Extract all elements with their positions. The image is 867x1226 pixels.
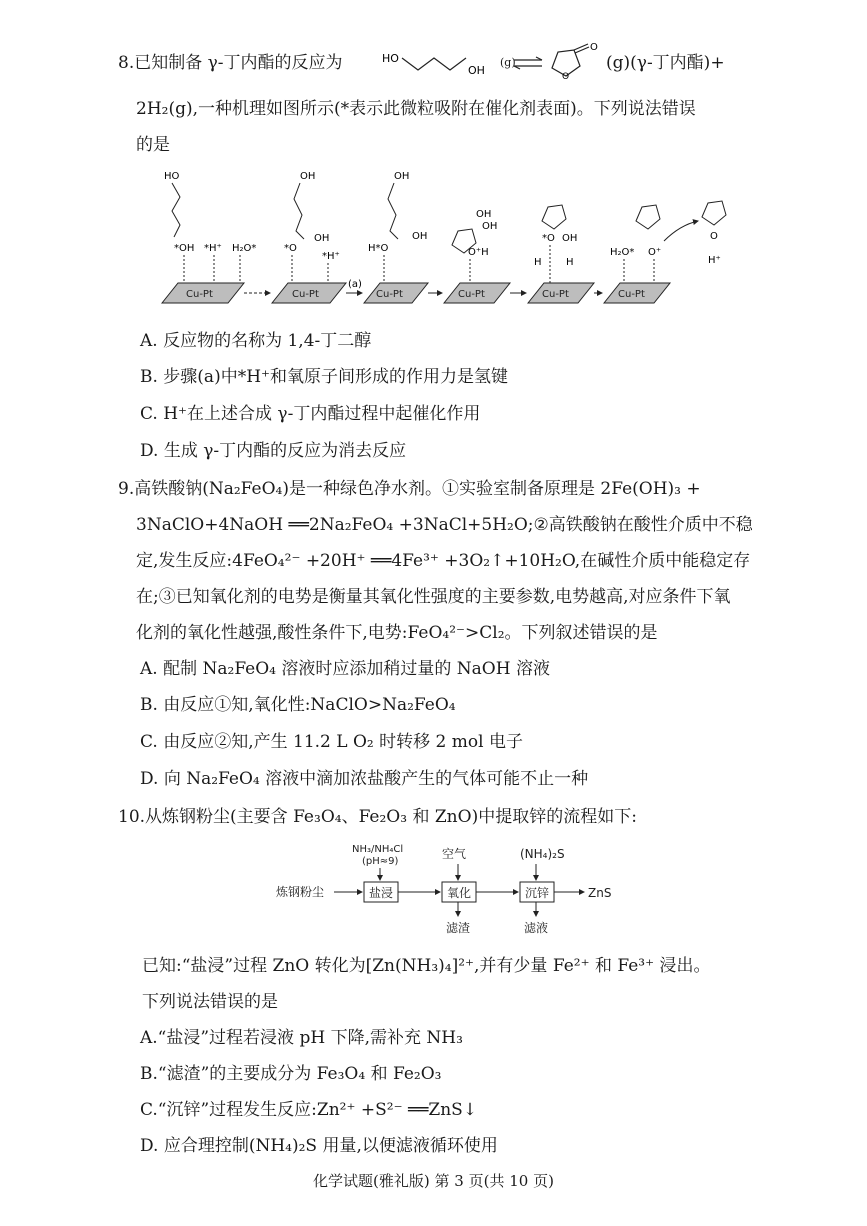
svg-text:OH: OH bbox=[314, 233, 330, 244]
svg-text:OH: OH bbox=[562, 233, 578, 244]
svg-text:OH: OH bbox=[412, 231, 428, 242]
q10-option-d: D. 应合理控制(NH₄)₂S 用量,以便滤液循环使用 bbox=[140, 1136, 498, 1156]
q10-ask: 下列说法错误的是 bbox=[142, 992, 278, 1012]
svg-text:H*O: H*O bbox=[368, 243, 389, 254]
svg-text:*O: *O bbox=[284, 243, 297, 254]
q9-stem-line5: 化剂的氧化性越强,酸性条件下,电势:FeO₄²⁻>Cl₂。下列叙述错误的是 bbox=[136, 623, 658, 643]
q9-stem-line1: 9.高铁酸钠(Na₂FeO₄)是一种绿色净水剂。①实验室制备原理是 2Fe(OH)₃ + bbox=[118, 479, 701, 499]
svg-text:HO: HO bbox=[164, 171, 180, 182]
svg-text:OH: OH bbox=[482, 221, 498, 232]
svg-text:O: O bbox=[562, 72, 570, 80]
mechanism-diagram bbox=[150, 165, 750, 315]
box1-label: 盐浸 bbox=[369, 886, 394, 900]
waste1-label: 滤渣 bbox=[446, 921, 471, 935]
q8-stem-tail: (g)(γ-丁内酯)+ bbox=[606, 53, 725, 73]
q8-option-a: A. 反应物的名称为 1,4-丁二醇 bbox=[140, 331, 372, 351]
svg-text:OH: OH bbox=[394, 171, 410, 182]
catalyst-label: Cu-Pt bbox=[458, 289, 485, 300]
catalyst-label: Cu-Pt bbox=[618, 289, 645, 300]
q9-option-c: C. 由反应②知,产生 11.2 L O₂ 时转移 2 mol 电子 bbox=[140, 732, 523, 752]
svg-text:O: O bbox=[710, 231, 718, 242]
svg-text:*H⁺: *H⁺ bbox=[204, 243, 222, 254]
reagent-nh4s: (NH₄)₂S bbox=[520, 847, 565, 861]
catalyst-label: Cu-Pt bbox=[186, 289, 213, 300]
gas-state-label: (g) bbox=[500, 56, 516, 69]
catalyst-label: Cu-Pt bbox=[542, 289, 569, 300]
process-flow-diagram bbox=[276, 840, 636, 940]
svg-text:*O: *O bbox=[542, 233, 555, 244]
q8-stem-line3: 的是 bbox=[136, 135, 170, 155]
q8-option-c: C. H⁺在上述合成 γ-丁内酯过程中起催化作用 bbox=[140, 404, 481, 424]
input-label: 炼钢粉尘 bbox=[276, 885, 325, 899]
waste2-label: 滤液 bbox=[524, 921, 549, 935]
svg-text:H: H bbox=[566, 257, 574, 268]
equilibrium-arrow-icon bbox=[512, 56, 544, 70]
q8-stem-text: 8.已知制备 γ-丁内酯的反应为 bbox=[118, 53, 343, 73]
q10-option-c: C.“沉锌”过程发生反应:Zn²⁺ +S²⁻ ══ZnS↓ bbox=[140, 1100, 478, 1120]
reagent-nh3: NH₃/NH₄Cl bbox=[352, 844, 404, 855]
svg-text:O: O bbox=[590, 42, 598, 53]
step-a-label: (a) bbox=[348, 279, 362, 290]
svg-text:OH: OH bbox=[476, 209, 492, 220]
q10-known: 已知:“盐浸”过程 ZnO 转化为[Zn(NH₃)₄]²⁺,并有少量 Fe²⁺ 和 Fe³⁺ 浸出。 bbox=[142, 956, 711, 976]
reagent-ph: (pH≈9) bbox=[362, 856, 399, 867]
svg-text:H₂O*: H₂O* bbox=[232, 243, 257, 254]
svg-text:*OH: *OH bbox=[174, 243, 195, 254]
svg-text:O⁺: O⁺ bbox=[648, 247, 662, 258]
catalyst-plates bbox=[162, 283, 670, 303]
box3-label: 沉锌 bbox=[525, 886, 550, 900]
catalyst-label: Cu-Pt bbox=[376, 289, 403, 300]
q8-stem-line2: 2H₂(g),一种机理如图所示(*表示此微粒吸附在催化剂表面)。下列说法错误 bbox=[136, 99, 696, 119]
q10-option-b: B.“滤渣”的主要成分为 Fe₃O₄ 和 Fe₂O₃ bbox=[140, 1064, 442, 1084]
q8-option-d: D. 生成 γ-丁内酯的反应为消去反应 bbox=[140, 441, 407, 461]
butanediol-structure bbox=[382, 42, 502, 76]
svg-text:OH: OH bbox=[300, 171, 316, 182]
catalyst-label: Cu-Pt bbox=[292, 289, 319, 300]
q9-stem-line4: 在;③已知氧化剂的电势是衡量其氧化性强度的主要参数,电势越高,对应条件下氧 bbox=[136, 587, 731, 607]
reagent-air: 空气 bbox=[442, 847, 467, 861]
q9-option-d: D. 向 Na₂FeO₄ 溶液中滴加浓盐酸产生的气体可能不止一种 bbox=[140, 769, 589, 789]
svg-text:OH: OH bbox=[468, 64, 485, 76]
svg-text:HO: HO bbox=[382, 52, 399, 65]
q10-stem-line1: 10.从炼钢粉尘(主要含 Fe₃O₄、Fe₂O₃ 和 ZnO)中提取锌的流程如下: bbox=[118, 807, 637, 827]
q8-stem-line1 bbox=[118, 52, 343, 74]
svg-text:H⁺: H⁺ bbox=[708, 255, 721, 266]
page-footer: 化学试题(雅礼版) 第 3 页(共 10 页) bbox=[313, 1172, 554, 1190]
svg-text:H₂O*: H₂O* bbox=[610, 247, 635, 258]
output-label: ZnS bbox=[588, 886, 612, 900]
svg-text:O⁺H: O⁺H bbox=[468, 247, 489, 258]
butyrolactone-structure bbox=[544, 40, 606, 80]
q9-stem-line2: 3NaClO+4NaOH ══2Na₂FeO₄ +3NaCl+5H₂O;②高铁酸钠在酸性介质中不稳 bbox=[136, 515, 753, 535]
svg-text:H: H bbox=[534, 257, 542, 268]
q9-option-b: B. 由反应①知,氧化性:NaClO>Na₂FeO₄ bbox=[140, 695, 456, 715]
svg-text:*H⁺: *H⁺ bbox=[322, 251, 340, 262]
box2-label: 氧化 bbox=[447, 886, 472, 900]
q9-stem-line3: 定,发生反应:4FeO₄²⁻ +20H⁺ ══4Fe³⁺ +3O₂↑+10H₂O,在碱性介质中能稳定存 bbox=[136, 551, 751, 571]
q8-option-b: B. 步骤(a)中*H⁺和氧原子间形成的作用力是氢键 bbox=[140, 367, 508, 387]
q10-option-a: A.“盐浸”过程若浸液 pH 下降,需补充 NH₃ bbox=[140, 1028, 463, 1048]
q9-option-a: A. 配制 Na₂FeO₄ 溶液时应添加稍过量的 NaOH 溶液 bbox=[140, 659, 550, 679]
